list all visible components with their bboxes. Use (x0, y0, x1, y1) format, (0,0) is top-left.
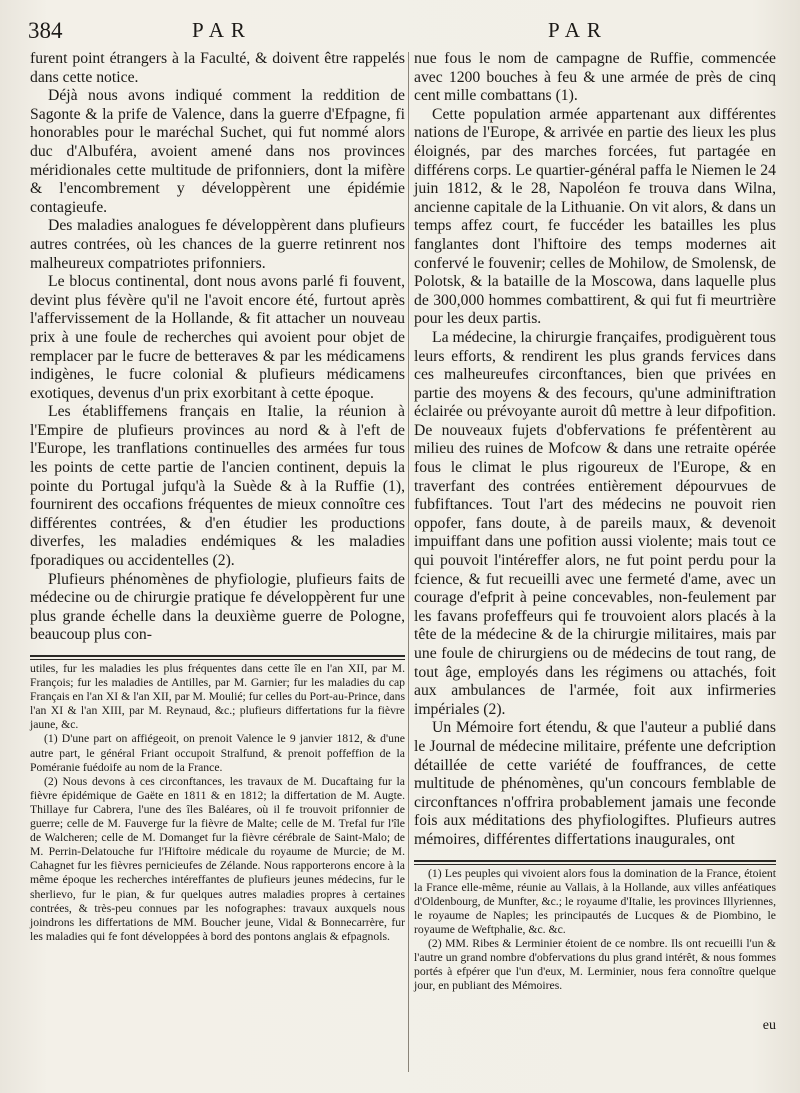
paragraph: Déjà nous avons indiqué comment la reddition de Sagonte & la prife de Valence, dans la guerre d'Efpagne, fi honorables pour le maréchal Suchet, qui fut nommé alors duc d'Albuféra, avoient amené dans nos provinces méridionales cette multitude de prifonniers, dont la mifère & l'encombrement y développèrent une épidémie contagieufe. (30, 87, 405, 216)
paragraph: furent point étrangers à la Faculté, & doivent être rappelés dans cette notice. (30, 50, 405, 86)
paragraph: Le blocus continental, dont nous avons parlé fi fouvent, devint plus févère qu'il ne l'avoit encore été, furtout après l'affervissement de la Hollande, & fit attacher un nouveau prix à une foule de recherches qui avoient pour objet de remplacer par le fucre de betteraves & par les médicamens indigènes, le fucre colonial & plufieurs médicamens exotiques, devenus d'un prix exorbitant à cette époque. (30, 273, 405, 402)
right-column-body (414, 50, 776, 850)
catchword: eu (762, 1018, 776, 1033)
paragraph: Plufieurs phénomènes de phyfiologie, plufieurs faits de médecine ou de chirurgie pratique fe développèrent fur une plus grande échelle dans la deuxième guerre de Pologne, beaucoup plus con- (30, 570, 405, 644)
paragraph: Les établiffemens français en Italie, la réunion à l'Empire de plufieurs provinces au nord & à l'eft de l'Europe, les tranflations continuelles des armées fur tous les points de cette partie de l'ancien continent, depuis la pointe du Portugal jufqu'à la Suède & à la Ruffie (1), fournirent des occafions fréquentes de mieux connoître ces différentes contrées, & d'en étudier les productions diverfes, les maladies endémiques & les maladies fporadiques ou accidentelles (2). (30, 403, 405, 570)
left-column-body (30, 50, 405, 645)
left-column (30, 50, 405, 944)
paragraph: Des maladies analogues fe développèrent dans plufieurs autres contrées, où les chances de la guerre retinrent nos malheureux compatriotes prifonniers. (30, 217, 405, 272)
left-footnotes (30, 662, 405, 944)
footnote-rule (414, 860, 776, 862)
running-head-right: PAR (548, 18, 608, 42)
paragraph: nue fous le nom de campagne de Ruffie, commencée avec 1200 bouches à feu & une armée de près de cinq cent mille combattans (1). (414, 50, 776, 105)
footnote: (1) D'une part on affiégeoit, on prenoit Valence le 9 janvier 1812, & d'une autre part, le général Friant occupoit Stralfund, & prenoit poffeffion de la Poméranie fuédoife au nom de la France. (30, 732, 405, 774)
footnote: (1) Les peuples qui vivoient alors fous la domination de la France, étoient la France elle-même, réunie au Vallais, à la Hollande, aux villes anféatiques d'Oldenbourg, de Munfter, &c.; le royaume d'Italie, les provinces Illyriennes, le royaume de Naples; les principautés de Lucques & de Piombino, le royaume de Weftphalie, &c. &c. (414, 866, 776, 936)
paragraph: Cette population armée appartenant aux différentes nations de l'Europe, & arrivée en partie des lieux les plus éloignés, par des marches forcées, fut partagée en différens corps. Le quartier-général paffa le Niemen le 24 juin 1812, & le 28, Napoléon fe trouva dans Wilna, ancienne capitale de la Lithuanie. On vit alors, & dans un temps affez court, fe fuccéder les batailles les plus fanglantes dont l'hiftoire des temps modernes ait confervé le fouvenir; celles de Mohilow, de Smolensk, de Polotsk, & la bataille de la Moscowa, dans laquelle plus de 300,000 hommes combattirent, & qui fut fi meurtrière pour les deux partis. (414, 105, 776, 328)
right-column (414, 50, 776, 993)
column-divider (408, 52, 409, 1072)
paragraph: La médecine, la chirurgie françaifes, prodiguèrent tous leurs efforts, & rendirent les plus grands fervices dans ces malheureufes circonftances, bien que privées en partie des moyens & des fecours, qu'une adminiftration éclairée ou prévoyante auroit dû mettre à leur difpofition. De nouveaux fujets d'obfervations fe préfentèrent au milieu des ruines de Mofcow & dans une retraite opérée fous le climat le plus rigoureux de l'Europe, & en traverfant des contrées entièrement dépourvues de fubfiftances. Tout l'art des médecins ne pouvoit rien oppofer, fans doute, à de pareils maux, & devenoit impuiffant dans une pofition aussi violente; mais tout ce qui pouvoit l'intéreffer alors, ne fut point perdu pour la fcience, & fut recueilli avec une fermeté d'ame, avec un courage d'efprit à peine concevables, non-feulement par les favans profeffeurs qui fe trouvoient alors placés à la tête de la médecine & de la chirurgie militaires, mais par une foule de chirurgiens ou de médecins de tout rang, de tout âge, employés dans les régimens ou attachés, foit aux ambulances de l'armée, foit aux infirmeries impériales (2). (414, 328, 776, 718)
footnote-rule (30, 655, 405, 657)
running-head-left: PAR (192, 18, 252, 42)
page-header (0, 14, 800, 48)
footnote-rule-thin (30, 659, 405, 660)
footnote: (2) MM. Ribes & Lerminier étoient de ce nombre. Ils ont recueilli l'un & l'autre un grand nombre d'obfervations du plus grand intérêt, & nous fommes portés à efpérer que l'un d'eux, M. Lerminier, nous fera connoître quelque jour, en publiant des Mémoires. (414, 937, 776, 993)
page-number: 384 (28, 18, 63, 43)
footnote: (2) Nous devons à ces circonftances, les travaux de M. Ducaftaing fur la fièvre épidémique de Gaëte en 1811 & en 1812; la differtation de M. Augte. Thillaye fur Cabrera, l'une des îles Baléares, où il fe trouvoit prifonnier de guerre; celle de M. Fauverge fur la fièvre de Malte; celle de M. Trefal fur l'île de Walcheren; celle de M. Domanget fur la fièvre cérébrale de Saint-Malo; de M. Perrin-Delatouche fur l'Hiftoire médicale du royaume de Murcie; de M. Cahagnet fur les fièvres pernicieufes de Zélande. Nous rapporterons encore à la même époque les recherches intéreffantes de plufieurs jeunes médecins, fur le sherlievo, fur le pian, & fur quelques autres maladies propres à certaines contrées, & très-peu connues par les nofographes: travaux auxquels nous joindrons les differtations de MM. Boucher jeune, Vidal & Bonnecarrère, fur les maladies qui fe font développées à bord des pontons anglais & efpagnols. (30, 774, 405, 943)
footnote-rule-thin (414, 864, 776, 865)
right-footnotes (414, 867, 776, 994)
footnote: utiles, fur les maladies les plus fréquentes dans cette île en l'an XII, par M. François; fur les maladies de Antilles, par M. Garnier; fur les maladies du cap Français en l'an XI & l'an XII, par M. Moulié; fur celles du Port-au-Prince, dans l'an XI & l'an XIII, par M. Reynaud, &c.; plufieurs differtations fur la fièvre jaune, &c. (30, 662, 405, 732)
paragraph: Un Mémoire fort étendu, & que l'auteur a publié dans le Journal de médecine militaire, préfente une defcription détaillée de cette variété de fouffrances, de cette multitude de phénomènes, qu'un concours femblable de circonftances n'offrira probablement jamais une feconde fois aux méditations des phyfiologiftes. Plufieurs autres mémoires, différentes differtations inaugurales, ont (414, 719, 776, 848)
